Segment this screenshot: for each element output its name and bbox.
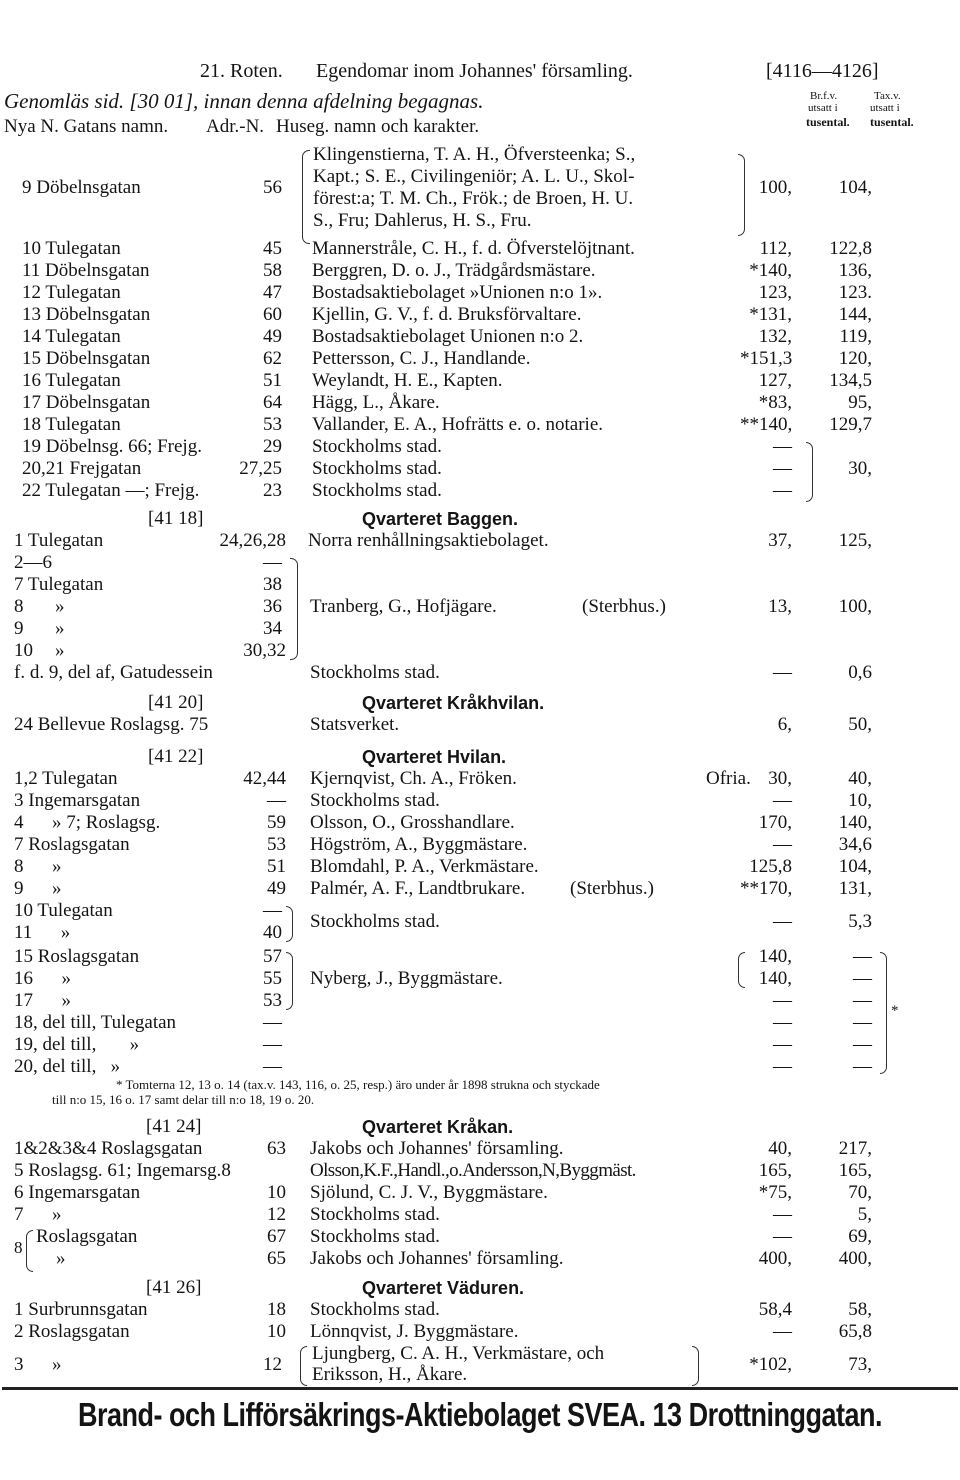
- row-addr: 29: [263, 436, 282, 457]
- block-title: Qvarteret Baggen.: [362, 509, 519, 529]
- row-street: 14 Tulegatan: [22, 326, 121, 347]
- row-taxv: 120,: [838, 348, 872, 369]
- reprint-note: Genomläs sid. [30 01], innan denna afdelning begagnas.: [4, 89, 484, 113]
- row-owner: Kjernqvist, Ch. A., Fröken.: [310, 768, 517, 789]
- block-title: Qvarteret Hvilan.: [362, 747, 507, 767]
- row-addr: —: [267, 790, 286, 811]
- row-brfv: 37,: [768, 530, 792, 551]
- row-addr: 62: [263, 348, 282, 369]
- row-street: 11 »: [14, 922, 71, 943]
- row-taxv: —: [853, 1056, 872, 1077]
- row-taxv: 217,: [838, 1138, 872, 1159]
- row-taxv: 400,: [838, 1248, 872, 1269]
- row-owner: Hägg, L., Åkare.: [312, 392, 440, 413]
- row-street: 1 Tulegatan: [14, 530, 104, 551]
- row-brfv: —: [773, 436, 792, 457]
- footnote-line: till n:o 15, 16 o. 17 samt delar till n:o 18, 19 o. 20.: [52, 1092, 315, 1107]
- row-taxv: 104,: [838, 856, 872, 877]
- col-addr-header: Adr.-N.: [206, 116, 265, 137]
- row-addr: 12: [267, 1204, 286, 1225]
- row-owner: Bostadsaktiebolaget »Unionen n:o 1».: [312, 282, 603, 303]
- row-street: 2—6: [14, 552, 52, 573]
- row-brfv: 58,4: [758, 1299, 792, 1320]
- row-brfv: 123,: [758, 282, 792, 303]
- row-addr: 59: [267, 812, 286, 833]
- row-owner: Norra renhållningsaktiebolaget.: [308, 530, 549, 551]
- row-addr: —: [263, 552, 282, 573]
- row-addr: 10: [267, 1321, 286, 1342]
- row-owner: Vallander, E. A., Hofrätts e. o. notarie.: [312, 414, 604, 435]
- row-owner: Stockholms stad.: [312, 436, 442, 457]
- row-street: 9 »: [14, 878, 62, 899]
- row-note: Ofria.: [706, 768, 751, 789]
- row-taxv: 70,: [848, 1182, 872, 1203]
- block-number: [41 22]: [148, 746, 204, 767]
- row-addr: 30,32: [243, 640, 286, 661]
- row-owner: Jakobs och Johannes' församling.: [310, 1138, 564, 1159]
- row-addr: 56: [263, 177, 282, 198]
- row-taxv: 129,7: [829, 414, 872, 435]
- footer-advertisement: Brand- och Lifförsäkrings-Aktiebolaget SVEA. 13 Drottninggatan.: [77, 1396, 883, 1434]
- footer-rule: [2, 1387, 958, 1390]
- row-owner: Lönnqvist, J. Byggmästare.: [310, 1321, 519, 1342]
- row-addr: 57: [263, 946, 282, 967]
- row-street: 20,21 Frejgatan: [22, 458, 142, 479]
- owner-line: Klingenstierna, T. A. H., Öfversteenka; S.,: [313, 144, 636, 165]
- footnote-star: *: [891, 1003, 899, 1019]
- row-brfv: —: [773, 911, 792, 932]
- row-brfv: —: [773, 1034, 792, 1055]
- col-owner-header: Huseg. namn och karakter.: [276, 116, 480, 137]
- row-brfv: 6,: [777, 714, 792, 735]
- row-taxv: 123.: [838, 282, 872, 303]
- page-title: Egendomar inom Johannes' församling.: [316, 60, 633, 82]
- row-taxv: —: [853, 968, 872, 989]
- row-addr: 49: [267, 878, 286, 899]
- row-brfv: 112,: [759, 238, 792, 259]
- ditto-mark: »: [55, 618, 65, 639]
- row-street: 24 Bellevue Roslagsg. 75: [14, 714, 209, 735]
- row-street: 15 Roslagsgatan: [14, 946, 140, 967]
- row-addr: 23: [263, 480, 282, 501]
- row-brfv: 170,: [758, 812, 792, 833]
- row-taxv: 65,8: [838, 1321, 872, 1342]
- row-street: 17 Döbelnsgatan: [22, 392, 151, 413]
- row-owner: Weylandt, H. E., Kapten.: [312, 370, 503, 391]
- row-brfv: 165,: [758, 1160, 792, 1181]
- row-taxv: 140,: [838, 812, 872, 833]
- col-utsatt-1: utsatt i: [808, 102, 838, 114]
- row-addr: 51: [263, 370, 282, 391]
- row-brfv: *102,: [749, 1354, 792, 1375]
- row-street: 9: [14, 618, 24, 639]
- row-street: 8 »: [14, 856, 62, 877]
- row-street: 20, del till, »: [14, 1056, 121, 1077]
- row-taxv: 50,: [848, 714, 872, 735]
- row-street: 8: [14, 596, 24, 617]
- row-street: 7 Tulegatan: [14, 574, 104, 595]
- row-addr: 34: [263, 618, 282, 639]
- footnote-line: * Tomterna 12, 13 o. 14 (tax.v. 143, 116, o. 25, resp.) äro under år 1898 strukna och styckade: [116, 1077, 600, 1092]
- row-addr: —: [263, 1012, 282, 1033]
- row-brfv: 127,: [758, 370, 792, 391]
- row-taxv: 0,6: [848, 662, 872, 683]
- row-taxv: —: [853, 1034, 872, 1055]
- row-owner: Olsson,K.F.,Handl.,o.Andersson,N,Byggmäst.: [310, 1160, 636, 1181]
- row-owner: Ljungberg, C. A. H., Verkmästare, och: [312, 1343, 605, 1364]
- right-brace: [286, 906, 293, 942]
- row-street: 11 Döbelnsgatan: [22, 260, 150, 281]
- row-street: 1&2&3&4 Roslagsgatan: [14, 1138, 203, 1159]
- owner-line: Kapt.; S. E., Civilingeniör; A. L. U., Skol-: [313, 166, 635, 187]
- row-brfv: —: [773, 790, 792, 811]
- right-brace: [806, 442, 813, 502]
- row-taxv: —: [853, 990, 872, 1011]
- row-brfv: 40,: [768, 1138, 792, 1159]
- row-addr: —: [263, 1034, 282, 1055]
- right-brace: [880, 952, 887, 1074]
- row-brfv: 100,: [758, 177, 792, 198]
- row-taxv: 5,3: [848, 911, 872, 932]
- row-note: (Sterbhus.): [582, 596, 666, 617]
- row-street: 9 Döbelnsgatan: [22, 177, 141, 198]
- row-taxv: 165,: [838, 1160, 872, 1181]
- row-owner: Sjölund, C. J. V., Byggmästare.: [310, 1182, 548, 1203]
- col-tusental-2: tusental.: [870, 115, 914, 129]
- row-street: 1,2 Tulegatan: [14, 768, 118, 789]
- block-title: Qvarteret Kråkan.: [362, 1117, 514, 1137]
- row-addr: 53: [263, 414, 282, 435]
- row-addr: 45: [263, 238, 282, 259]
- row-taxv: —: [853, 1012, 872, 1033]
- row-owner: Stockholms stad.: [310, 1226, 440, 1247]
- row-taxv: 34,6: [838, 834, 872, 855]
- row-street: 7 Roslagsgatan: [14, 834, 130, 855]
- row-owner: Olsson, O., Grosshandlare.: [310, 812, 515, 833]
- row-addr: 55: [263, 968, 282, 989]
- row-brfv: —: [773, 480, 792, 501]
- row-addr: 51: [267, 856, 286, 877]
- row-street: 1 Surbrunnsgatan: [14, 1299, 148, 1320]
- row-brfv: *75,: [758, 1182, 792, 1203]
- row-taxv: 144,: [838, 304, 872, 325]
- row-addr: 60: [263, 304, 282, 325]
- row-brfv: —: [773, 1056, 792, 1077]
- row-taxv: 104,: [838, 177, 872, 198]
- row-taxv: —: [853, 946, 872, 967]
- row-street: 6 Ingemarsgatan: [14, 1182, 141, 1203]
- right-brace: [290, 558, 298, 660]
- owner-line: förest:a; T. M. Ch., Frök.; de Broen, H. U.: [313, 188, 634, 209]
- col-brfv: Br.f.v.: [810, 90, 838, 102]
- row-addr: 49: [263, 326, 282, 347]
- row-street: 19 Döbelnsg. 66; Frejg.: [22, 436, 202, 457]
- row-street: 5 Roslagsg. 61; Ingemarsg.8: [14, 1160, 231, 1181]
- row-addr: 40: [263, 922, 282, 943]
- row-addr: 36: [263, 596, 282, 617]
- row-taxv: 125,: [838, 530, 872, 551]
- row-brfv: *131,: [749, 304, 792, 325]
- row-brfv: —: [773, 1012, 792, 1033]
- row-addr: 64: [263, 392, 282, 413]
- row-brfv: —: [773, 1226, 792, 1247]
- row-street: 15 Döbelnsgatan: [22, 348, 151, 369]
- row-street: 22 Tulegatan —; Frejg.: [22, 480, 200, 501]
- row-taxv: 122,8: [829, 238, 872, 259]
- row-brfv: 400,: [758, 1248, 792, 1269]
- row-taxv: 73,: [848, 1354, 872, 1375]
- row-taxv: 119,: [839, 326, 872, 347]
- row-street: 10 Tulegatan: [22, 238, 121, 259]
- left-brace: [26, 1230, 33, 1272]
- col-tusental-1: tusental.: [806, 115, 850, 129]
- row-owner: Stockholms stad.: [310, 1204, 440, 1225]
- row-addr: 24,26,28: [219, 530, 286, 551]
- row-owner: Nyberg, J., Byggmästare.: [310, 968, 503, 989]
- row-brfv: 140,: [758, 968, 792, 989]
- row-taxv: 40,: [848, 768, 872, 789]
- block-number: [41 20]: [148, 692, 204, 713]
- row-street: 10: [14, 640, 33, 661]
- row-taxv: 95,: [848, 392, 872, 413]
- block-number: [41 24]: [146, 1116, 202, 1137]
- row-taxv: 58,: [848, 1299, 872, 1320]
- row-taxv: 131,: [838, 878, 872, 899]
- row-owner: Pettersson, C. J., Handlande.: [312, 348, 531, 369]
- row-owner: Stockholms stad.: [310, 662, 440, 683]
- left-brace: [300, 1346, 307, 1386]
- row-owner: Stockholms stad.: [310, 911, 440, 932]
- row-owner: Berggren, D. o. J., Trädgårdsmästare.: [312, 260, 596, 281]
- row-addr: 12: [263, 1354, 282, 1375]
- row-street: 8: [14, 1238, 23, 1257]
- row-brfv: 30,: [768, 768, 792, 789]
- row-taxv: 136,: [838, 260, 872, 281]
- row-street: 16 »: [14, 968, 71, 989]
- ditto-mark: »: [55, 596, 65, 617]
- row-taxv: 69,: [848, 1226, 872, 1247]
- row-street: f. d. 9, del af, Gatudessein: [14, 662, 213, 683]
- row-addr: 18: [267, 1299, 286, 1320]
- block-number: [41 18]: [148, 508, 204, 529]
- row-street: »: [56, 1248, 66, 1269]
- row-brfv: 125,8: [749, 856, 792, 877]
- row-brfv: —: [773, 1204, 792, 1225]
- row-street: 18, del till, Tulegatan: [14, 1012, 177, 1033]
- row-owner: Statsverket.: [310, 714, 400, 735]
- row-addr: 53: [263, 990, 282, 1011]
- row-owner: Stockholms stad.: [312, 480, 442, 501]
- block-number: [41 26]: [146, 1277, 202, 1298]
- row-street: 7 »: [14, 1204, 62, 1225]
- right-brace: [286, 952, 293, 1010]
- row-street: 18 Tulegatan: [22, 414, 121, 435]
- row-owner: Mannerstråle, C. H., f. d. Öfverstelöjtnant.: [312, 238, 635, 259]
- ditto-mark: »: [55, 640, 65, 661]
- row-brfv: —: [773, 1321, 792, 1342]
- row-brfv: 13,: [768, 596, 792, 617]
- row-addr: 27,25: [239, 458, 282, 479]
- row-addr: 58: [263, 260, 282, 281]
- row-owner: Tranberg, G., Hofjägare.: [310, 596, 497, 617]
- row-addr: 47: [263, 282, 282, 303]
- row-addr: 42,44: [243, 768, 286, 789]
- row-addr: 67: [267, 1226, 286, 1247]
- block-title: Qvarteret Kråkhvilan.: [362, 693, 545, 713]
- block-title: Qvarteret Väduren.: [362, 1278, 525, 1298]
- row-owner: Eriksson, H., Åkare.: [312, 1364, 468, 1385]
- row-owner: Högström, A., Byggmästare.: [310, 834, 528, 855]
- row-addr: 65: [267, 1248, 286, 1269]
- left-brace: [302, 150, 310, 244]
- row-addr: —: [263, 900, 282, 921]
- row-taxv: 30,: [848, 458, 872, 479]
- row-street: 17 »: [14, 990, 71, 1011]
- row-brfv: **140,: [740, 414, 793, 435]
- row-street: 10 Tulegatan: [14, 900, 113, 921]
- col-taxv: Tax.v.: [874, 90, 901, 102]
- row-brfv: —: [773, 458, 792, 479]
- row-owner: Stockholms stad.: [310, 790, 440, 811]
- row-owner: Palmér, A. F., Landtbrukare.: [310, 878, 526, 899]
- ward-label: 21. Roten.: [200, 60, 283, 82]
- row-taxv: 5,: [857, 1204, 872, 1225]
- page-range: [4116—4126]: [766, 60, 879, 82]
- row-taxv: 134,5: [829, 370, 872, 391]
- row-brfv: *83,: [758, 392, 792, 413]
- row-street: 16 Tulegatan: [22, 370, 121, 391]
- row-brfv: —: [773, 990, 792, 1011]
- row-brfv: *140,: [749, 260, 792, 281]
- row-brfv: **170,: [740, 878, 793, 899]
- row-street: 12 Tulegatan: [22, 282, 121, 303]
- row-brfv: —: [773, 662, 792, 683]
- row-owner: Bostadsaktiebolaget Unionen n:o 2.: [312, 326, 584, 347]
- right-brace: [692, 1346, 699, 1386]
- row-brfv: —: [773, 834, 792, 855]
- row-street: Roslagsgatan: [36, 1226, 138, 1247]
- row-owner: Kjellin, G. V., f. d. Bruksförvaltare.: [312, 304, 582, 325]
- row-street: 3 »: [14, 1354, 62, 1375]
- col-street-header: Nya N. Gatans namn.: [4, 116, 169, 137]
- row-addr: 10: [267, 1182, 286, 1203]
- row-owner: Blomdahl, P. A., Verkmästare.: [310, 856, 539, 877]
- row-taxv: 10,: [848, 790, 872, 811]
- row-addr: 38: [263, 574, 282, 595]
- row-owner: Stockholms stad.: [310, 1299, 440, 1320]
- row-street: 3 Ingemarsgatan: [14, 790, 141, 811]
- row-street: 13 Döbelnsgatan: [22, 304, 151, 325]
- row-taxv: 100,: [838, 596, 872, 617]
- col-utsatt-2: utsatt i: [870, 102, 900, 114]
- row-owner: Stockholms stad.: [312, 458, 442, 479]
- row-owner: Jakobs och Johannes' församling.: [310, 1248, 564, 1269]
- row-street: 2 Roslagsgatan: [14, 1321, 130, 1342]
- row-brfv: 132,: [758, 326, 792, 347]
- row-brfv: *151,3: [740, 348, 793, 369]
- row-addr: 53: [267, 834, 286, 855]
- row-street: 19, del till, »: [14, 1034, 140, 1055]
- row-note: (Sterbhus.): [570, 878, 654, 899]
- row-street: 4 » 7; Roslagsg.: [14, 812, 161, 833]
- owner-line: S., Fru; Dahlerus, H. S., Fru.: [313, 210, 532, 231]
- row-addr: 63: [267, 1138, 286, 1159]
- row-addr: —: [263, 1056, 282, 1077]
- row-brfv: 140,: [758, 946, 792, 967]
